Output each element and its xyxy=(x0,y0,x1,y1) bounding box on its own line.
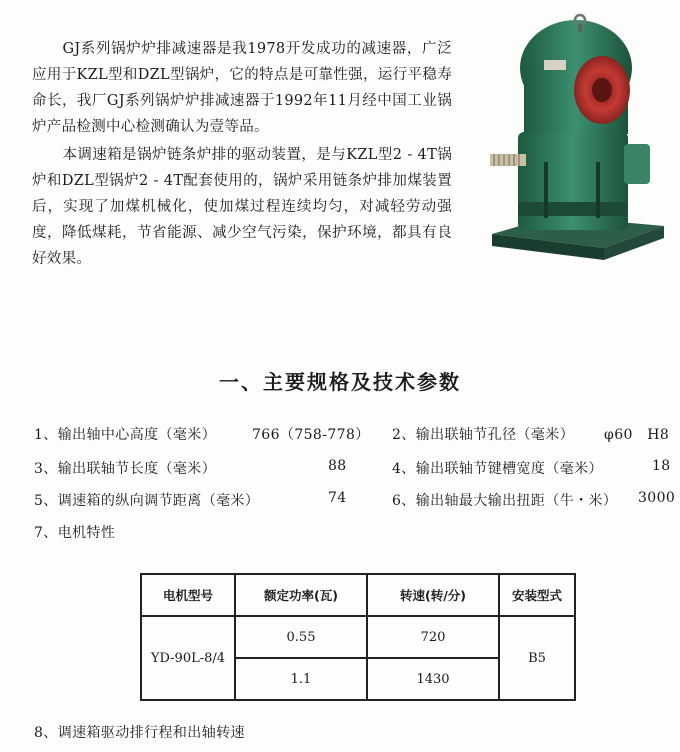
spec-label: 8、调速箱驱动排行程和出轴转速 xyxy=(34,725,245,741)
motor-spec-table xyxy=(140,573,576,701)
reducer-machine-photo xyxy=(484,12,670,274)
header-speed: 转速(转/分) xyxy=(367,574,499,616)
cell-motor-model: YD-90L-8/4 xyxy=(141,616,235,700)
spec-value: 18 xyxy=(652,458,671,474)
header-motor-model: 电机型号 xyxy=(141,574,235,616)
spec-label: 6、输出轴最大输出扭距（牛・米） xyxy=(392,493,618,509)
cell-power: 1.1 xyxy=(235,658,367,700)
spec-label: 5、调速箱的纵向调节距离（毫米） xyxy=(34,493,260,509)
cell-speed: 720 xyxy=(367,616,499,658)
spec-item-5 xyxy=(34,490,354,510)
spec-value: 3000 xyxy=(638,490,676,506)
table-row xyxy=(141,616,575,658)
spec-item-7 xyxy=(34,522,115,542)
spec-item-2 xyxy=(392,424,672,444)
cell-mount-type: B5 xyxy=(499,616,575,700)
intro-text xyxy=(32,36,452,272)
spec-value: 74 xyxy=(328,490,347,506)
spec-item-3 xyxy=(34,458,354,478)
cell-speed: 1430 xyxy=(367,658,499,700)
table-header-row xyxy=(141,574,575,616)
header-rated-power: 额定功率(瓦) xyxy=(235,574,367,616)
spec-value: φ60 H8 xyxy=(604,427,670,443)
spec-label: 1、输出轴中心高度（毫米） xyxy=(34,427,217,443)
spec-label: 2、输出联轴节孔径（毫米） xyxy=(392,427,575,443)
spec-item-1 xyxy=(34,424,370,444)
spec-item-8 xyxy=(34,722,245,742)
spec-value: 88 xyxy=(328,458,347,474)
intro-paragraph-2: 本调速箱是锅炉链条炉排的驱动装置，是与KZL型2 - 4T锅炉和DZL型锅炉2 - 4T配套使用的，锅炉采用链条炉排加煤装置后，实现了加煤机械化，使加煤过程连续均匀，对减轻劳动强度，降低煤耗，节省能源、减少空气污染，保护环境，都具有良好效果。 xyxy=(32,147,452,267)
spec-label: 3、输出联轴节长度（毫米） xyxy=(34,461,217,477)
section-title: 一、主要规格及技术参数 xyxy=(219,370,461,394)
spec-item-6 xyxy=(392,490,676,510)
cell-power: 0.55 xyxy=(235,616,367,658)
spec-label: 7、电机特性 xyxy=(34,525,116,541)
intro-paragraph-1: GJ系列锅炉炉排减速器是我1978开发成功的减速器，广泛应用于KZL型和DZL型锅炉，它的特点是可靠性强，运行平稳寿命长，我厂GJ系列锅炉炉排减速器于1992年11月经中国工业锅炉产品检测中心检测确认为壹等品。 xyxy=(32,41,452,135)
header-mount-type: 安装型式 xyxy=(499,574,575,616)
spec-label: 4、输出联轴节键槽宽度（毫米） xyxy=(392,461,603,477)
spec-value: 766（758-778） xyxy=(252,427,370,443)
spec-item-4 xyxy=(392,458,672,478)
